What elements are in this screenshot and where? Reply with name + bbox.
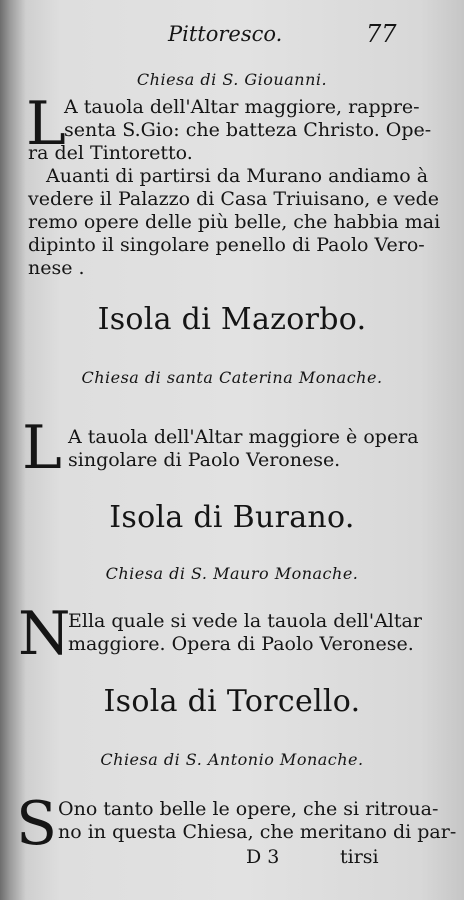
page-header — [0, 18, 464, 52]
island-heading-mazorbo: Isola di Mazorbo. — [97, 302, 367, 337]
body-line: remo opere delle più belle, che habbia mai — [28, 211, 441, 233]
body-line: vedere il Palazzo di Casa Triuisano, e vede — [28, 188, 440, 210]
island-heading-burano: Isola di Burano. — [109, 500, 355, 535]
drop-cap-s: S — [16, 789, 58, 859]
body-line: Ono tanto belle le opere, che si ritroua- — [58, 798, 439, 820]
page-number: 77 — [366, 20, 397, 48]
subheading-s-giovanni: Chiesa di S. Giouanni. — [136, 70, 328, 89]
subheading-s-mauro: Chiesa di S. Mauro Monache. — [105, 564, 359, 583]
body-line: ra del Tintoretto. — [28, 142, 193, 164]
drop-cap-l: L — [22, 413, 62, 483]
subheading-santa-caterina: Chiesa di santa Caterina Monache. — [81, 368, 383, 387]
body-line: no in questa Chiesa, che meritano di par- — [58, 821, 457, 843]
signature-mark: D 3 — [246, 846, 280, 868]
body-line: Ella quale si vede la tauola dell'Altar — [68, 610, 422, 632]
running-title: Pittoresco. — [168, 22, 283, 46]
subheading-s-antonio: Chiesa di S. Antonio Monache. — [100, 750, 364, 769]
body-line: dipinto il singolare penello di Paolo Vero- — [28, 234, 425, 256]
drop-cap-n: N — [18, 599, 71, 669]
body-line: A tauola dell'Altar maggiore è opera — [68, 426, 419, 448]
body-line: maggiore. Opera di Paolo Veronese. — [68, 633, 414, 655]
body-line: senta S.Gio: che batteza Christo. Ope- — [64, 119, 432, 141]
body-line: singolare di Paolo Veronese. — [68, 449, 341, 471]
body-line: Auanti di partirsi da Murano andiamo à — [46, 165, 429, 187]
catchword: tirsi — [340, 846, 379, 868]
body-line: nese . — [28, 257, 85, 279]
drop-cap-l: L — [26, 89, 66, 159]
island-heading-torcello: Isola di Torcello. — [103, 684, 361, 719]
body-line: A tauola dell'Altar maggiore, rappre- — [64, 96, 420, 118]
